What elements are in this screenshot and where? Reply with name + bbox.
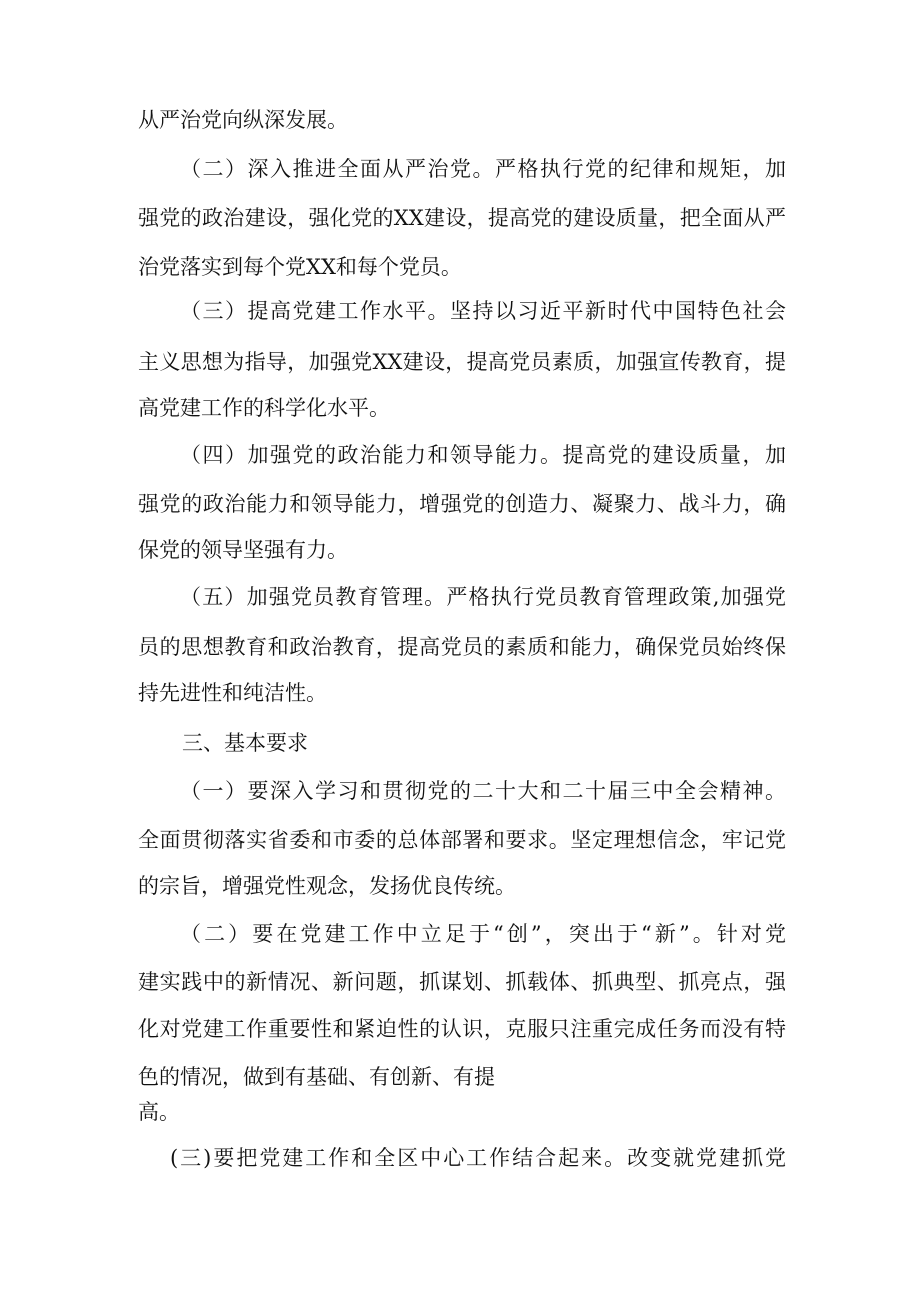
text-line-8: （四）加强党的政治能力和领导能力。提高党的建设质量，加 <box>180 443 786 467</box>
text-line-21: 色的情况，做到有基础、有创新、有提 <box>138 1065 495 1089</box>
text-line-19: 建实践中的新情况、新问题，抓谋划、抓载体、抓典型、抓亮点，强 <box>138 970 786 994</box>
section-heading: 三、基本要求 <box>182 731 308 755</box>
text-line-4: 治党落实到每个党XX和每个党员。 <box>138 255 462 279</box>
text-line-3: 强党的政治建设，强化党的XX建设，提高党的建设质量，把全面从严 <box>138 206 786 230</box>
text-line-1: 从严治党向纵深发展。 <box>138 108 348 132</box>
text-line-6: 主义思想为指导，加强党XX建设，提高党员素质，加强宣传教育，提 <box>138 350 786 374</box>
text-line-23: (三)要把党建工作和全区中心工作结合起来。改变就党建抓党 <box>170 1146 786 1170</box>
text-line-20: 化对党建工作重要性和紧迫性的认识，克服只注重完成任务而没有特 <box>138 1017 786 1041</box>
text-line-7: 高党建工作的科学化水平。 <box>138 396 390 420</box>
text-line-10: 保党的领导坚强有力。 <box>138 538 348 562</box>
text-line-15: （一）要深入学习和贯彻党的二十大和二十届三中全会精神。 <box>180 779 786 803</box>
text-line-16: 全面贯彻落实省委和市委的总体部署和要求。坚定理想信念，牢记党 <box>138 828 786 852</box>
text-line-9: 强党的政治能力和领导能力，增强党的创造力、凝聚力、战斗力，确 <box>138 492 786 516</box>
text-line-13: 持先进性和纯洁性。 <box>138 681 327 705</box>
text-line-2: （二）深入推进全面从严治党。严格执行党的纪律和规矩，加 <box>180 157 786 181</box>
text-line-12: 员的思想教育和政治教育，提高党员的素质和能力，确保党员始终保 <box>138 635 786 659</box>
text-line-11: （五）加强党员教育管理。严格执行党员教育管理政策,加强党 <box>180 585 786 609</box>
text-line-22: 高。 <box>138 1100 180 1124</box>
text-line-17: 的宗旨，增强党性观念，发扬优良传统。 <box>138 874 516 898</box>
text-line-18: （二）要在党建工作中立足于“创”，突出于“新”。针对党 <box>180 922 786 946</box>
text-line-5: （三）提高党建工作水平。坚持以习近平新时代中国特色社会 <box>180 299 786 323</box>
